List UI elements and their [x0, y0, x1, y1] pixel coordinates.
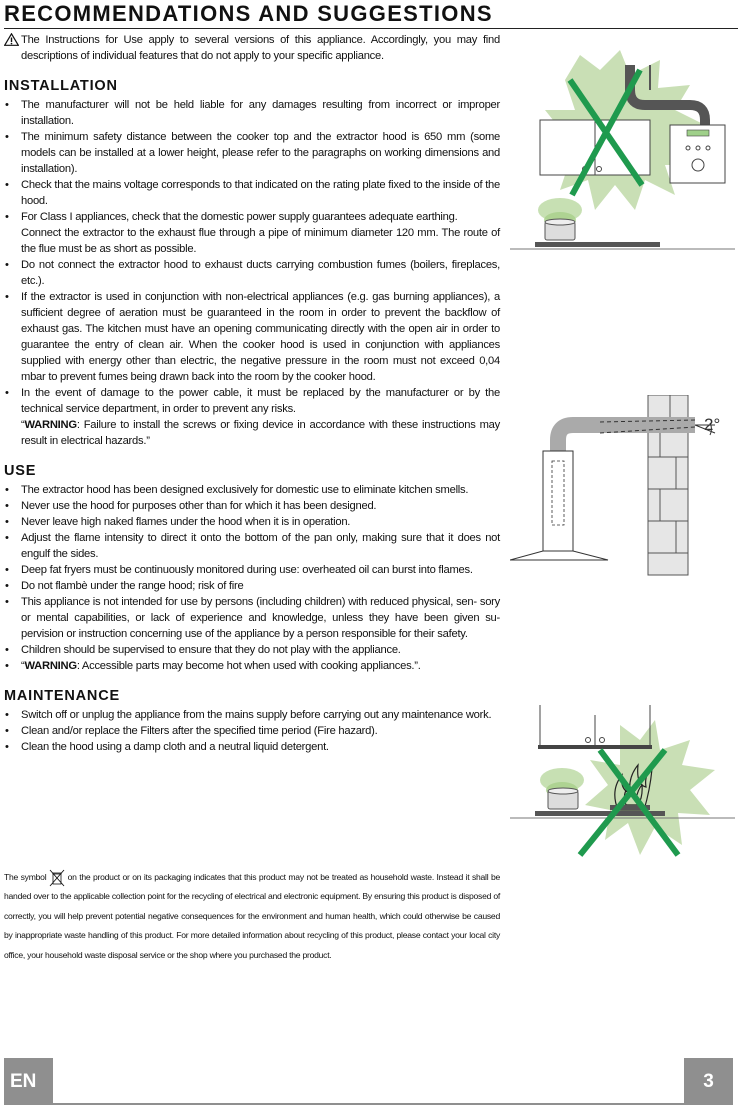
- page-footer: [0, 1058, 738, 1107]
- warning-triangle-icon: [4, 33, 19, 46]
- list-item: • Children should be supervised to ensure that they do not play with the appliance.: [5, 644, 401, 656]
- crossed-bin-icon: [49, 869, 65, 887]
- list-item: • Do not connect the extractor hood to exhaust ducts carrying combustion fumes (boilers, fireplaces, etc.).: [5, 259, 500, 287]
- footer-rule: [53, 1103, 684, 1105]
- list-item: • If the extractor is used in conjunction with non-electrical appliances (e.g. gas burning appliances), a sufficient degree of aeration must be guaranteed in the room in order to prevent the backflow of exhaust gas. The kitchen must have an opening communicating directly with the open air in order to guarantee the entry of clean air. When the cooker hood is used in conjunction with appliances supplied with energy other than electric, the negative pressure in the room must not exceed 0,04 mbar to prevent fumes being drawn back into the room by the cooker hood.: [5, 291, 500, 383]
- list-item: • Clean the hood using a damp cloth and a neutral liquid detergent.: [5, 741, 329, 753]
- list-item: • Clean and/or replace the Filters after the specified time period (Fire hazard).: [5, 725, 378, 737]
- list-item: • This appliance is not intended for use by persons (including children) with reduced physical, sen- sory or mental capabilities, or lack of experience and knowledge, unless they have been given su- pervision or instruction concerning use of the appliance by a person responsible for their safety.: [5, 596, 500, 640]
- list-item: • Deep fat fryers must be continuously monitored during use: overheated oil can burst into flames.: [5, 564, 473, 576]
- list-item: • For Class I appliances, check that the domestic power supply guarantees adequate earthing. Connect the extractor to the exhaust flue through a pipe of minimum diameter 120 mm. The route of the flue must be as short as possible.: [5, 211, 500, 255]
- list-item: • Never use the hood for purposes other than for which it has been designed.: [5, 500, 377, 512]
- list-item: • The minimum safety distance between the cooker top and the extractor hood is 650 mm (some models can be installed at a lower height, please refer to the paragraphs on working dimensions and installation).: [5, 131, 500, 175]
- use-warning: • “WARNING: Accessible parts may become hot when used with cooking appliances.”.: [5, 660, 421, 672]
- use-heading: USE: [4, 463, 37, 479]
- flue-connection-note: Connect the extractor to the exhaust flue through a pipe of minimum diameter 120 mm. The route of the flue must be as short as possible.: [21, 227, 500, 255]
- page-number: 3: [684, 1058, 733, 1105]
- list-item: • The extractor hood has been designed exclusively for domestic use to eliminate kitchen smells.: [5, 484, 469, 496]
- installation-warning: “WARNING: Failure to install the screws or fixing device in accordance with these instructions may result in electrical hazards.”: [21, 419, 500, 447]
- figure-no-flames: [510, 705, 735, 860]
- list-item: • Adjust the flame intensity to direct it onto the bottom of the pan only, making sure that it does not engulf the sides.: [5, 532, 500, 560]
- list-item: • Check that the mains voltage corresponds to that indicated on the rating plate fixed to the inside of the hood.: [5, 179, 500, 207]
- maintenance-heading: MAINTENANCE: [4, 688, 120, 704]
- intro-note: [4, 32, 500, 64]
- use-list: [4, 482, 500, 674]
- installation-list: [4, 97, 500, 449]
- weee-disposal-notice: The symbol on the product or on its packaging indicates that this product may not be treated as household waste. Instead it shall be handed over to the applicable collection point for the recycling of electrical and electronic equipment. By ensuring this product is disposed of correctly, you will help prevent potential negative consequences for the environment and human health, which could otherwise be caused by inappropriate waste handling of this product. For more detailed information about recycling of this product, please contact your local city office, your household waste disposal service or the shop where you purchased the product.: [4, 868, 500, 965]
- angle-label: 2°: [704, 415, 721, 434]
- maintenance-list: [4, 707, 500, 755]
- list-item: • Switch off or unplug the appliance from the mains supply before carrying out any maintenance work.: [5, 709, 492, 721]
- intro-text: The Instructions for Use apply to several versions of this appliance. Accordingly, you may find descriptions of individual features that do not apply to your specific appliance.: [21, 34, 500, 62]
- main-text-column: [4, 32, 500, 755]
- list-item: • Do not flambè under the range hood; risk of fire: [5, 580, 244, 592]
- list-item: • Never leave high naked flames under the hood when it is in operation.: [5, 516, 351, 528]
- figure-duct-slope: [510, 395, 735, 580]
- list-item: • The manufacturer will not be held liable for any damages resulting from incorrect or improper installation.: [5, 99, 500, 127]
- page-title: RECOMMENDATIONS AND SUGGESTIONS: [4, 0, 738, 29]
- installation-heading: INSTALLATION: [4, 78, 118, 94]
- language-tab: EN: [4, 1058, 53, 1105]
- list-item: • In the event of damage to the power cable, it must be replaced by the manufacturer or by the technical service department, in order to prevent any risks. “WARNING: Failure to install the screws or fixing device in accordance with these instructions may result in electrical hazards.”: [5, 387, 500, 447]
- figure-improper-installation: [510, 50, 735, 255]
